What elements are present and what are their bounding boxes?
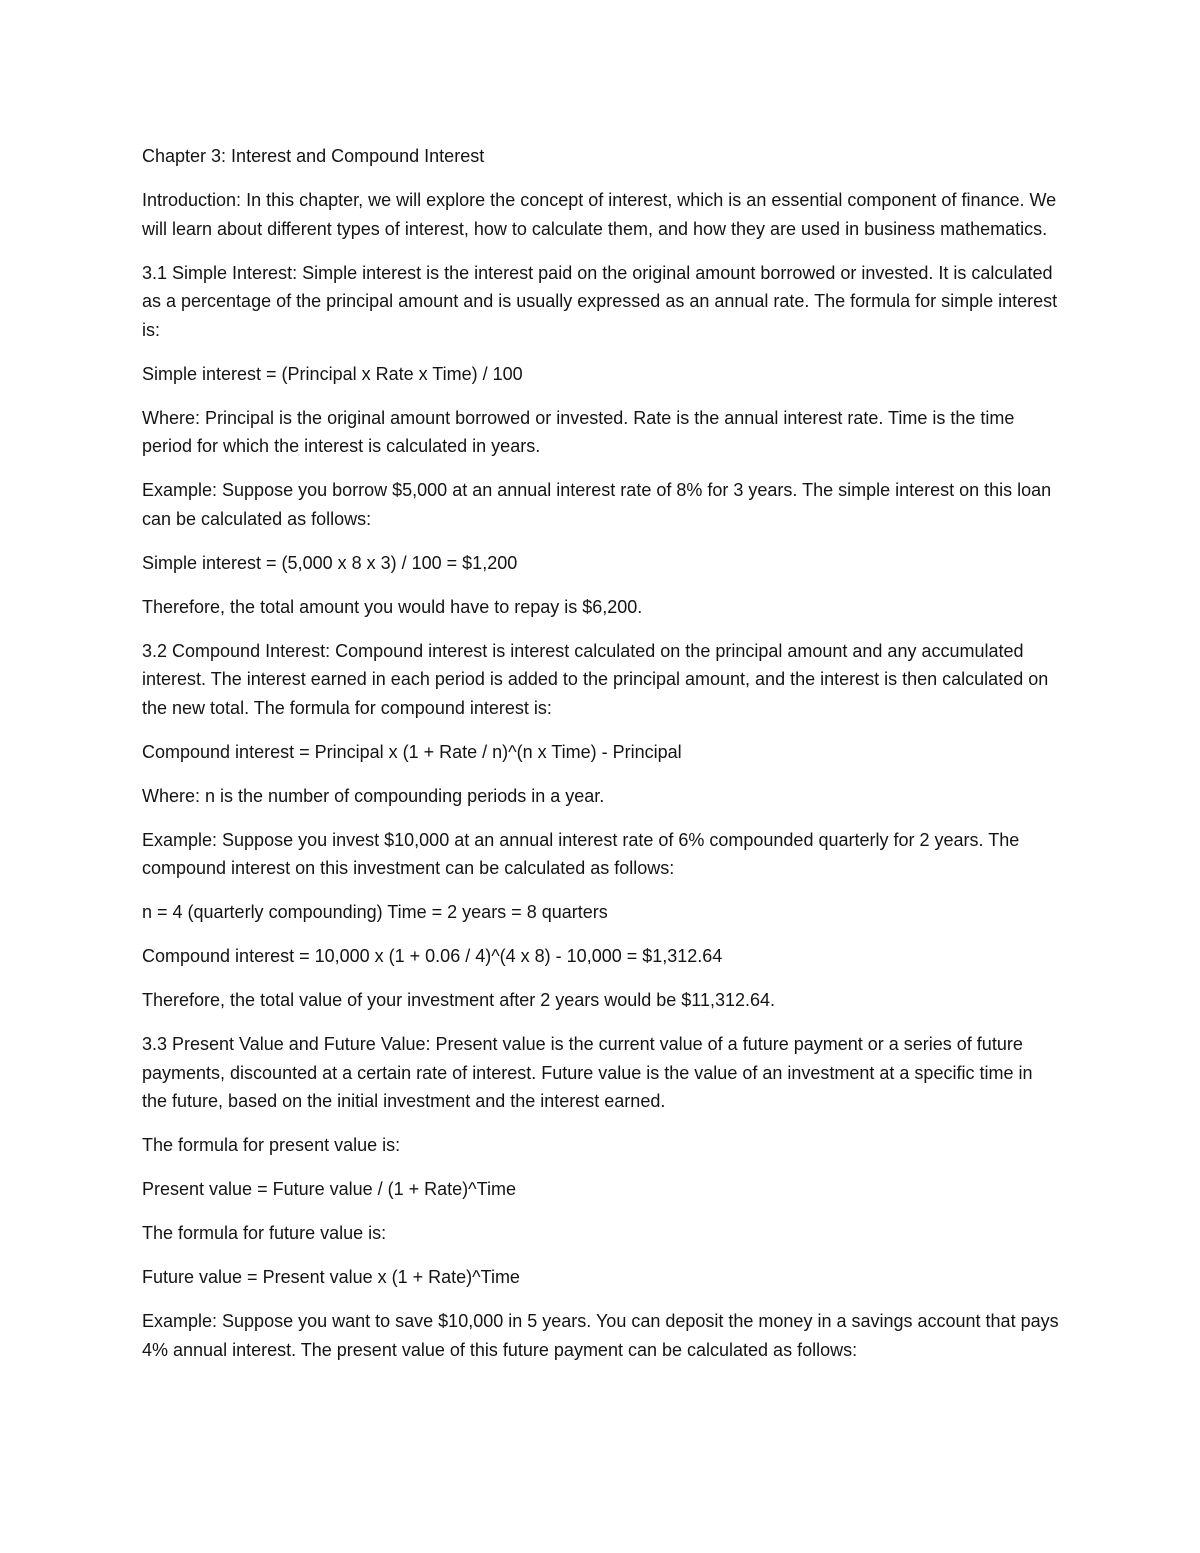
paragraph-compound-interest-where: Where: n is the number of compounding periods in a year.: [142, 785, 605, 806]
document-body: [142, 142, 1062, 1380]
paragraph-present-future-value: 3.3 Present Value and Future Value: Present value is the current value of a future payment or a series of future payments, discounted at a certain rate of interest. Future value is the value of an investment at a specific time in the future, based on the initial investment and the interest earned.: [142, 1034, 1033, 1111]
paragraph-introduction: Introduction: In this chapter, we will explore the concept of interest, which is an essential component of finance. We will learn about different types of interest, how to calculate them, and how they are used in business mathematics.: [142, 190, 1057, 239]
chapter-title: Chapter 3: Interest and Compound Interest: [142, 146, 485, 166]
paragraph-compound-interest-result: Therefore, the total value of your investment after 2 years would be $11,312.64.: [142, 990, 776, 1010]
paragraph-present-value-intro: The formula for present value is:: [142, 1135, 401, 1155]
calculation-compound-interest: Compound interest = 10,000 x (1 + 0.06 / 4)^(4 x 8) - 10,000 = $1,312.64: [142, 946, 723, 966]
paragraph-compound-interest-example: Example: Suppose you invest $10,000 at an annual interest rate of 6% compounded quarterly for 2 years. The compound interest on this investment can be calculated as follows:: [142, 829, 1020, 878]
paragraph-future-value-intro: The formula for future value is:: [142, 1223, 387, 1243]
paragraph-compound-interest: 3.2 Compound Interest: Compound interest is interest calculated on the principal amount and any accumulated interest. The interest earned in each period is added to the principal amount, and the interest is then calculated on the new total. The formula for compound interest is:: [142, 640, 1049, 718]
paragraph-compounding-periods: n = 4 (quarterly compounding) Time = 2 years = 8 quarters: [142, 902, 608, 922]
paragraph-simple-interest-example: Example: Suppose you borrow $5,000 at an annual interest rate of 8% for 3 years. The simple interest on this loan can be calculated as follows:: [142, 480, 1052, 529]
paragraph-simple-interest-where: Where: Principal is the original amount borrowed or invested. Rate is the annual interest rate. Time is the time period for which the interest is calculated in years.: [142, 407, 1015, 456]
formula-future-value: Future value = Present value x (1 + Rate)^Time: [142, 1267, 520, 1287]
paragraph-present-value-example: Example: Suppose you want to save $10,000 in 5 years. You can deposit the money in a savings account that pays 4% annual interest. The present value of this future payment can be calculated as follows:: [142, 1311, 1059, 1360]
formula-present-value: Present value = Future value / (1 + Rate)^Time: [142, 1179, 516, 1199]
calculation-simple-interest: Simple interest = (5,000 x 8 x 3) / 100 = $1,200: [142, 552, 518, 573]
paragraph-simple-interest-result: Therefore, the total amount you would have to repay is $6,200.: [142, 596, 643, 617]
paragraph-simple-interest: 3.1 Simple Interest: Simple interest is the interest paid on the original amount borrowed or invested. It is calculated as a percentage of the principal amount and is usually expressed as an annual rate. The formula for simple interest is:: [142, 262, 1058, 340]
formula-simple-interest: Simple interest = (Principal x Rate x Time) / 100: [142, 363, 523, 384]
formula-compound-interest: Compound interest = Principal x (1 + Rate / n)^(n x Time) - Principal: [142, 741, 682, 762]
